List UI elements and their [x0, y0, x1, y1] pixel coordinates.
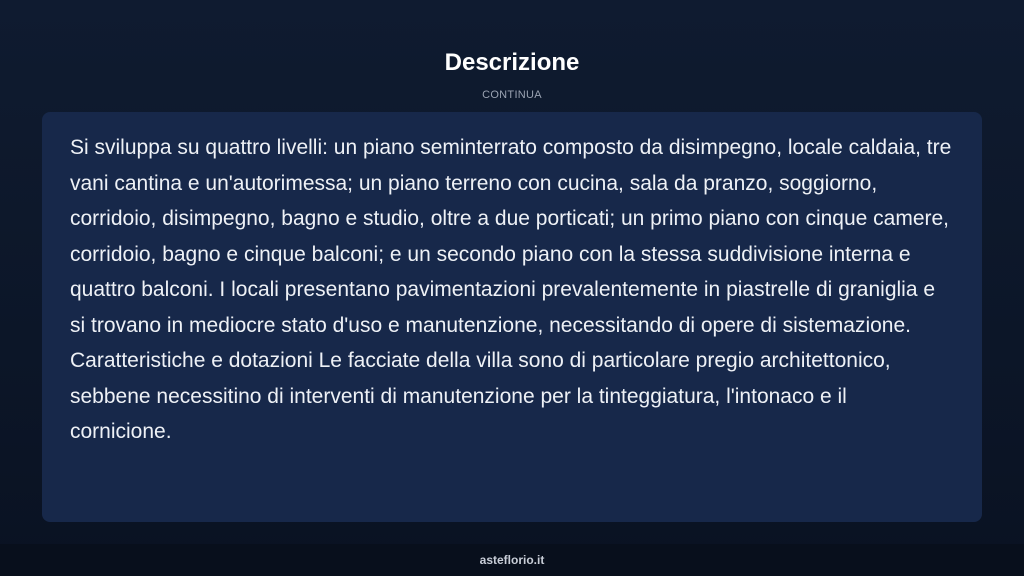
description-text: Si sviluppa su quattro livelli: un piano seminterrato composto da disimpegno, locale caldaia, tre vani cantina e un'autorimessa; un piano terreno con cucina, sala da pranzo, soggiorno, corridoio, disimpegno, bagno e studio, oltre a due porticati; un primo piano con cinque camere, corridoio, bagno e cinque balconi; e un secondo piano con la stessa suddivisione interna e quattro balconi. I locali presentano pavimentazioni prevalentemente in piastrelle di graniglia e si trovano in mediocre stato d'uso e manutenzione, necessitando di opere di sistemazione. Caratteristiche e dotazioni Le facciate della villa sono di particolare pregio architettonico, sebbene necessitino di interventi di manutenzione per la tinteggiatura, l'intonaco e il cornicione. — [70, 136, 952, 443]
description-card — [42, 112, 982, 522]
page-title: Descrizione — [444, 49, 580, 76]
footer-site-name: asteflorio.it — [479, 553, 545, 567]
continua-label: CONTINUA — [482, 89, 542, 101]
page-header — [0, 48, 1024, 102]
footer-bar — [0, 544, 1024, 576]
